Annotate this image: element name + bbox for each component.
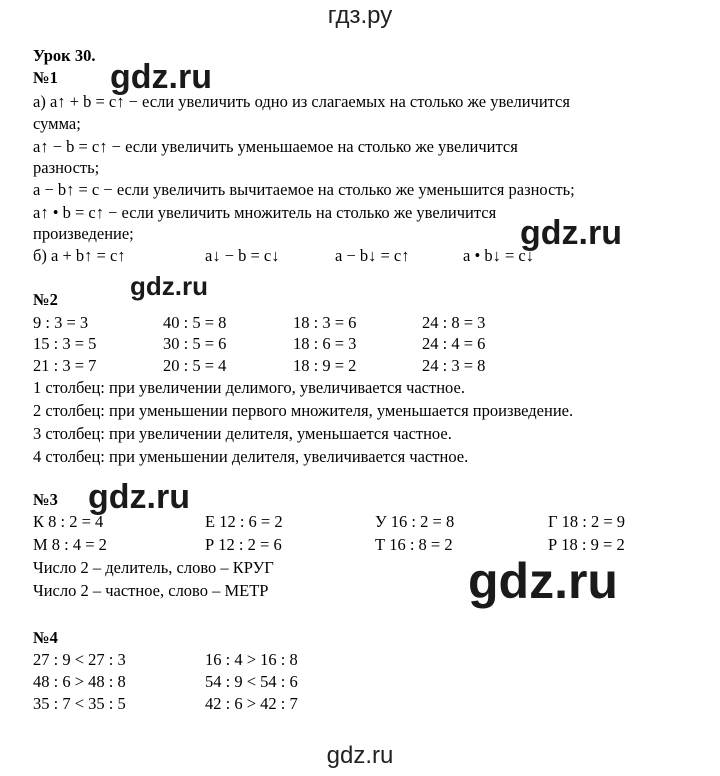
task3-cell: К 8 : 2 = 4: [33, 512, 104, 531]
task3-label: №3: [33, 490, 58, 509]
task1-part-b: б) a + b↑ = c↑: [33, 246, 126, 265]
watermark: gdz.ru: [110, 58, 212, 96]
task2-note: 2 столбец: при уменьшении первого множителя, уменьшается произведение.: [33, 401, 574, 420]
task3-cell: У 16 : 2 = 8: [375, 512, 455, 531]
task3-cell: Г 18 : 2 = 9: [548, 512, 626, 531]
task2-cell: 21 : 3 = 7: [33, 356, 97, 375]
task1-line: a↑ − b = c↑ − если увеличить уменьшаемое на столько же увеличится: [33, 137, 518, 156]
task2-note: 4 столбец: при уменьшении делителя, увеличивается частное.: [33, 447, 469, 466]
task4-cell: 35 : 7 < 35 : 5: [33, 694, 126, 713]
task4-label: №4: [33, 628, 58, 647]
watermark: gdz.ru: [88, 478, 190, 516]
task2-cell: 20 : 5 = 4: [163, 356, 227, 375]
task4-cell: 27 : 9 < 27 : 3: [33, 650, 126, 669]
task1-part-b: a − b↓ = c↑: [335, 246, 410, 265]
task2-cell: 30 : 5 = 6: [163, 334, 227, 353]
task2-cell: 15 : 3 = 5: [33, 334, 97, 353]
task2-cell: 18 : 6 = 3: [293, 334, 357, 353]
watermark: gdz.ru: [468, 553, 618, 609]
task4-cell: 42 : 6 > 42 : 7: [205, 694, 298, 713]
task1-line: сумма;: [33, 114, 81, 133]
task3-cell: Р 12 : 2 = 6: [205, 535, 282, 554]
task2-cell: 24 : 8 = 3: [422, 313, 486, 332]
lesson-title: Урок 30.: [33, 46, 96, 65]
task2-cell: 24 : 4 = 6: [422, 334, 486, 353]
watermark: gdz.ru: [520, 214, 622, 252]
task3-cell: Р 18 : 9 = 2: [548, 535, 625, 554]
task2-cell: 24 : 3 = 8: [422, 356, 486, 375]
site-footer: gdz.ru: [326, 742, 394, 769]
task3-note: Число 2 – частное, слово – МЕТР: [33, 581, 269, 600]
task1-line: разность;: [33, 158, 100, 177]
task4-cell: 48 : 6 > 48 : 8: [33, 672, 126, 691]
task3-cell: Е 12 : 6 = 2: [205, 512, 283, 531]
site-header: гдз.ру: [327, 2, 393, 29]
task2-label: №2: [33, 290, 58, 309]
task2-cell: 18 : 3 = 6: [293, 313, 357, 332]
task2-cell: 40 : 5 = 8: [163, 313, 227, 332]
task1-line: a − b↑ = c − если увеличить вычитаемое на столько же уменьшится разность;: [33, 180, 575, 199]
task1-label: №1: [33, 68, 58, 87]
task3-cell: Т 16 : 8 = 2: [375, 535, 453, 554]
task4-cell: 16 : 4 > 16 : 8: [205, 650, 298, 669]
task3-cell: М 8 : 4 = 2: [33, 535, 107, 554]
task2-note: 1 столбец: при увеличении делимого, увеличивается частное.: [33, 378, 465, 397]
task1-line: а) a↑ + b = c↑ − если увеличить одно из слагаемых на столько же увеличится: [33, 92, 570, 111]
task2-cell: 18 : 9 = 2: [293, 356, 357, 375]
task1-part-b: a • b↓ = c↓: [463, 246, 534, 265]
watermark: gdz.ru: [130, 271, 208, 301]
task1-part-b: a↓ − b = c↓: [205, 246, 280, 265]
task4-cell: 54 : 9 < 54 : 6: [205, 672, 298, 691]
task2-note: 3 столбец: при увеличении делителя, уменьшается частное.: [33, 424, 452, 443]
task1-line: a↑ • b = c↑ − если увеличить множитель на столько же увеличится: [33, 203, 497, 222]
task3-note: Число 2 – делитель, слово – КРУГ: [33, 558, 274, 577]
task2-cell: 9 : 3 = 3: [33, 313, 89, 332]
task1-line: произведение;: [33, 224, 134, 243]
